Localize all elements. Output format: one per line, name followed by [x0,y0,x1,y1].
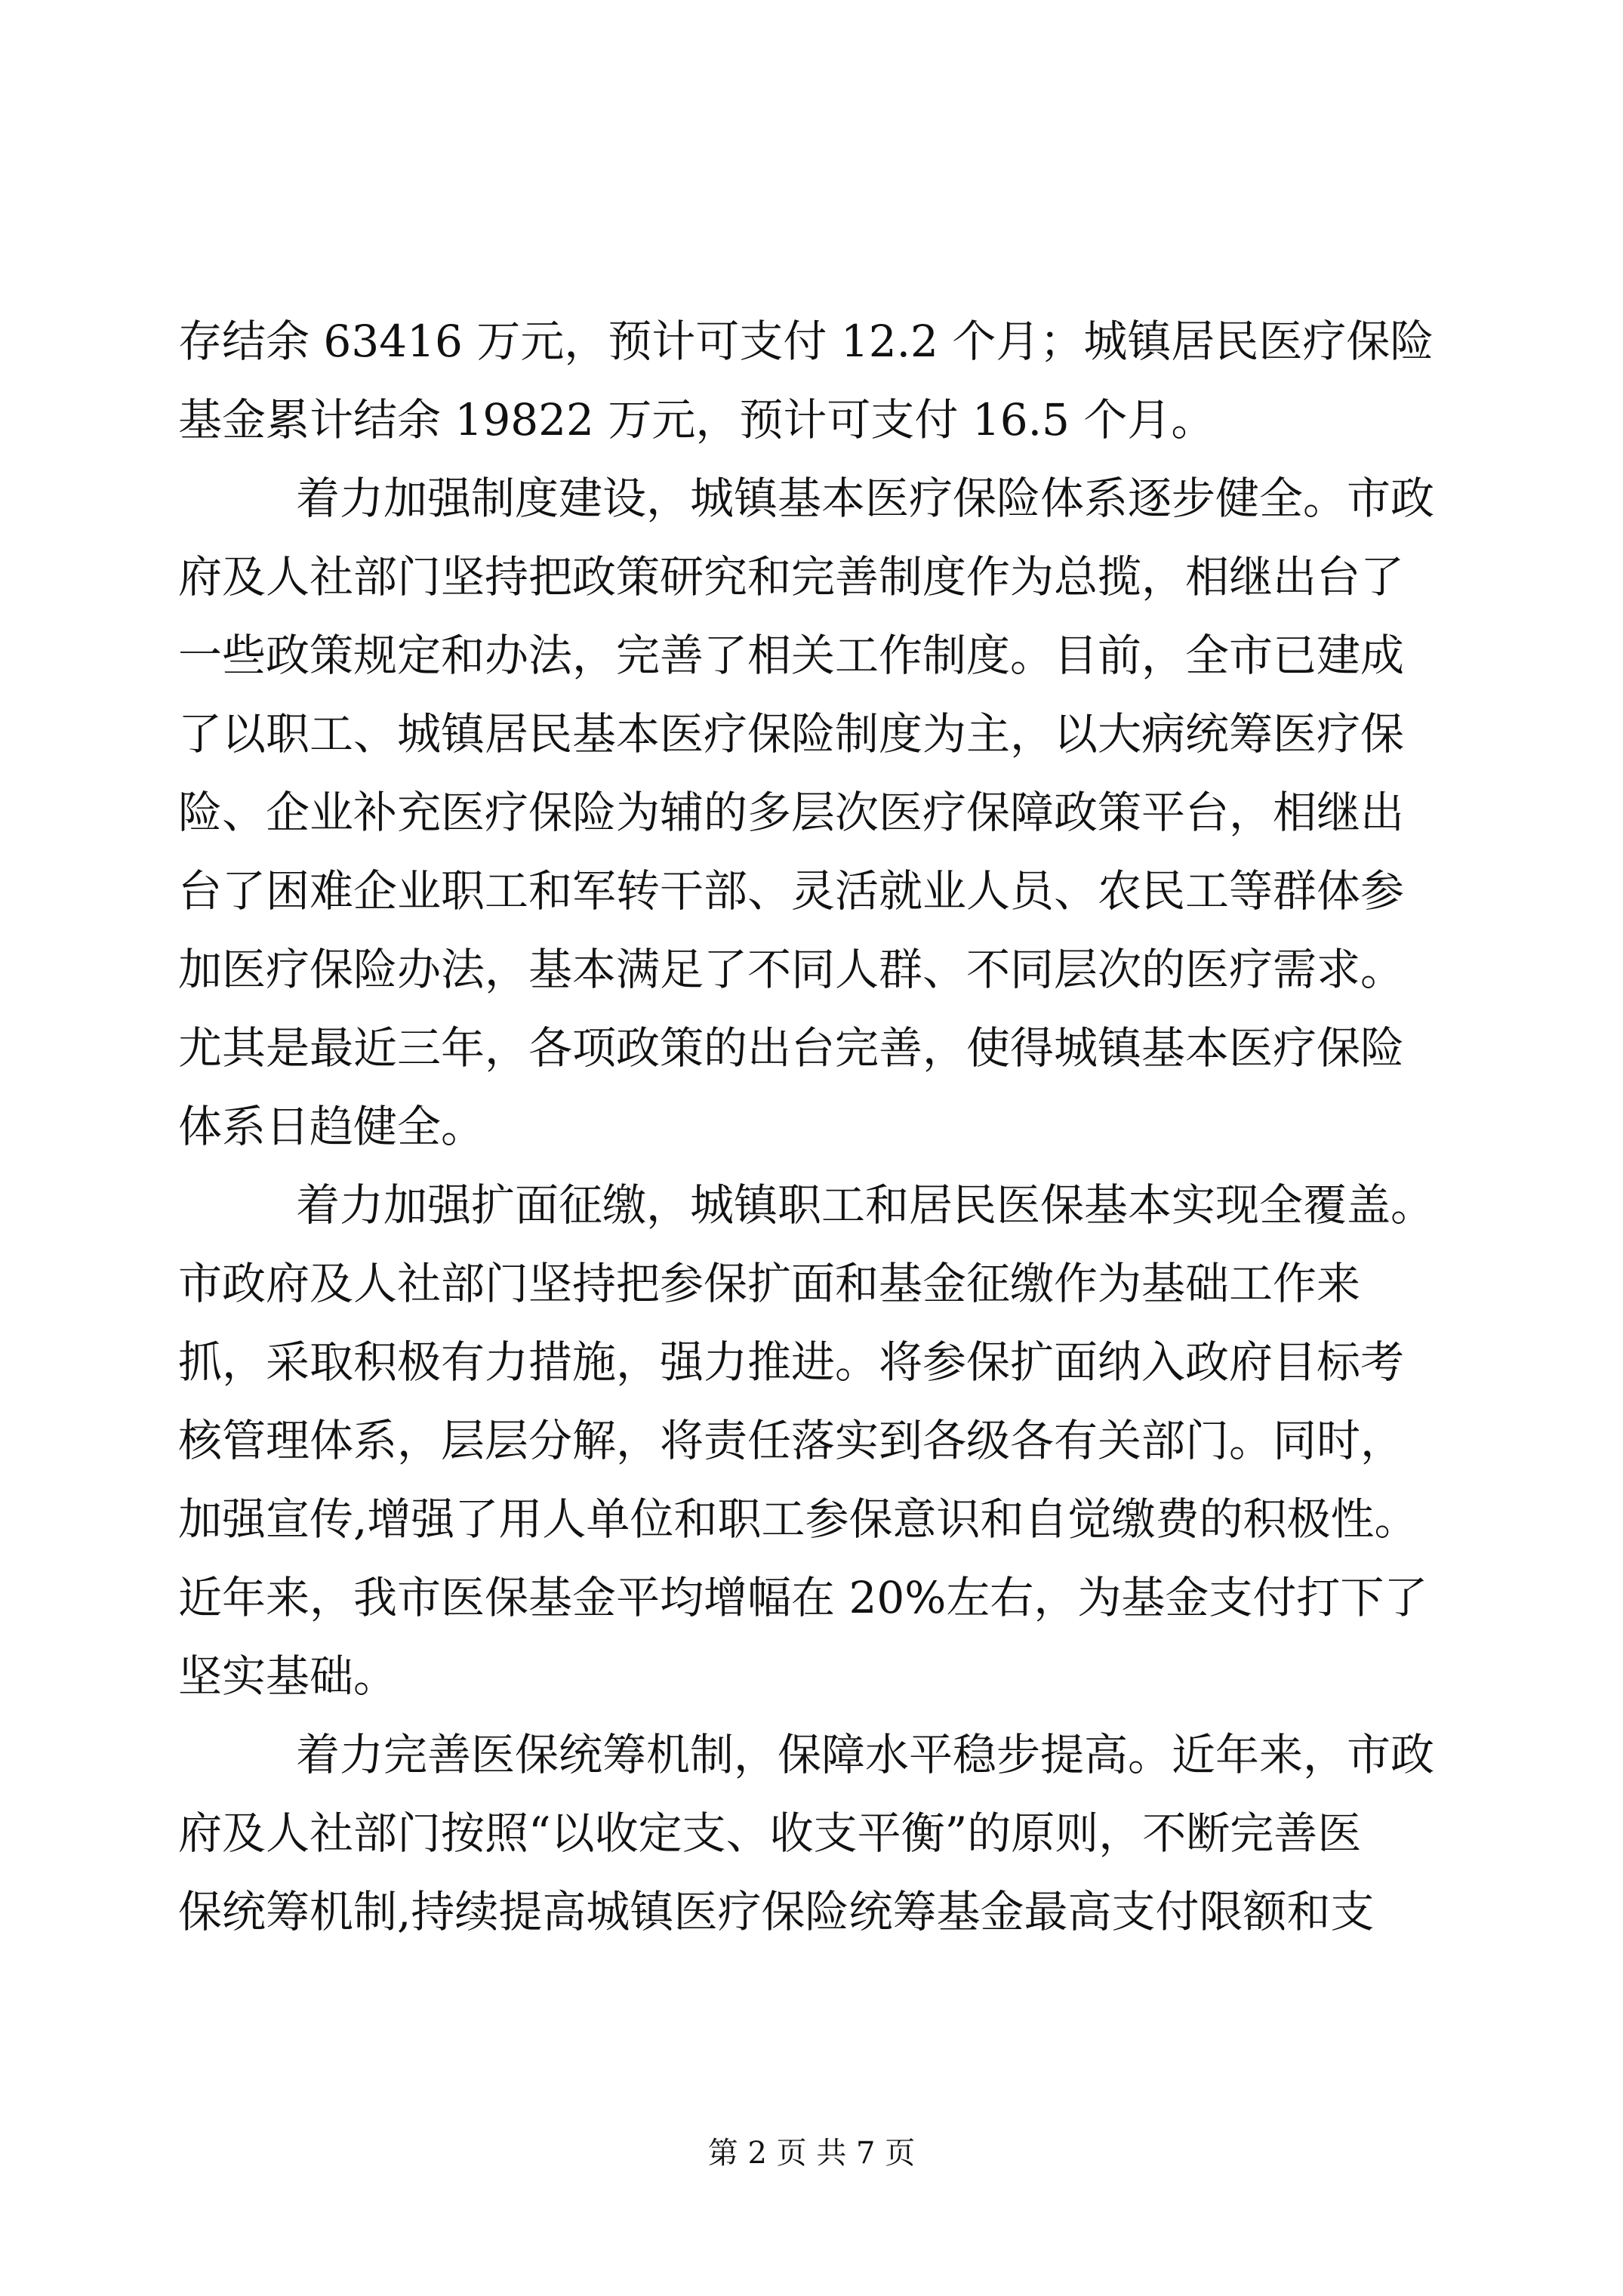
page-footer: 第 2 页 共 7 页 [707,2136,916,2171]
paragraph-start-line: 着力加强扩面征缴，城镇职工和居民医保基本实现全覆盖。 [296,1179,1435,1231]
text-line: 核管理体系，层层分解，将责任落实到各级各有关部门。同时， [178,1415,1405,1466]
text-line: 基金累计结余 19822 万元，预计可支付 16.5 个月。 [178,394,1215,445]
text-line: 尤其是最近三年，各项政策的出台完善，使得城镇基本医疗保险 [178,1022,1405,1074]
text-line: 台了困难企业职工和军转干部、灵活就业人员、农民工等群体参 [178,865,1405,917]
text-line: 保统筹机制,持续提高城镇医疗保险统筹基金最高支付限额和支 [178,1886,1375,1937]
text-line: 坚实基础。 [178,1650,398,1702]
text-line: 抓，采取积极有力措施，强力推进。将参保扩面纳入政府目标考 [178,1336,1405,1388]
text-line: 存结余 63416 万元，预计可支付 12.2 个月；城镇居民医疗保险 [178,316,1434,367]
text-line: 了以职工、城镇居民基本医疗保险制度为主，以大病统筹医疗保 [178,708,1405,760]
text-line: 市政府及人社部门坚持把参保扩面和基金征缴作为基础工作来 [178,1258,1361,1309]
paragraph-start-line: 着力完善医保统筹机制，保障水平稳步提高。近年来，市政 [296,1729,1435,1780]
text-line: 一些政策规定和办法，完善了相关工作制度。目前，全市已建成 [178,630,1405,681]
body-text [178,302,1439,1951]
text-line: 近年来，我市医保基金平均增幅在 20%左右，为基金支付打下了 [178,1572,1428,1623]
text-line: 府及人社部门坚持把政策研究和完善制度作为总揽，相继出台了 [178,551,1405,603]
text-line: 体系日趋健全。 [178,1101,485,1152]
text-line: 险、企业补充医疗保险为辅的多层次医疗保障政策平台，相继出 [178,787,1405,838]
text-line: 府及人社部门按照“以收定支、收支平衡”的原则，不断完善医 [178,1808,1362,1859]
text-line: 加强宣传,增强了用人单位和职工参保意识和自觉缴费的积极性。 [178,1493,1418,1545]
paragraph-start-line: 着力加强制度建设，城镇基本医疗保险体系逐步健全。市政 [296,473,1435,524]
text-line: 加医疗保险办法，基本满足了不同人群、不同层次的医疗需求。 [178,944,1405,995]
